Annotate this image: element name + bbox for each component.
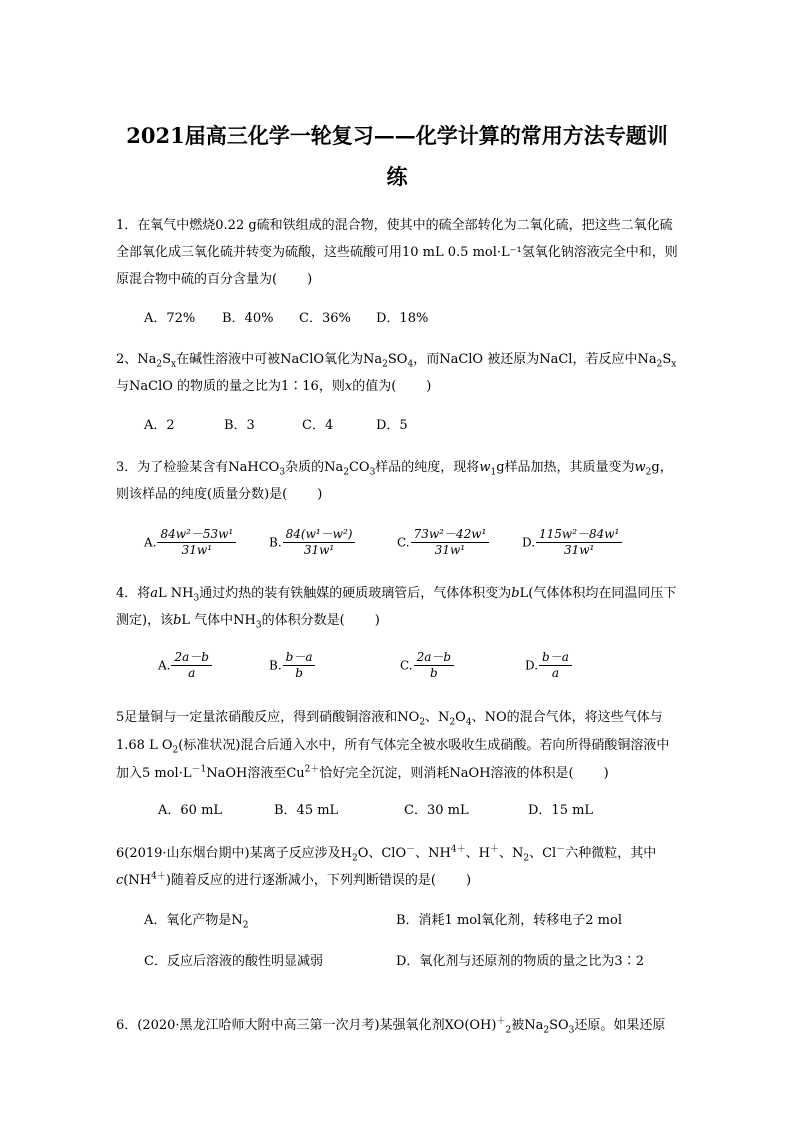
option-d: D．18% (376, 311, 429, 326)
option-a: A. $\frac{\text{84w²－53w¹}}{\text{31w¹}}$ (144, 527, 236, 558)
option-d: D．氧化剂与还原剂的物质的量之比为3∶2 (396, 954, 644, 969)
option-a: A．氧化产物是$N_2$ (144, 913, 249, 931)
question-4-options (144, 650, 684, 686)
question-5-options (144, 798, 684, 824)
option-a: A．72% (144, 311, 196, 326)
option-b: B．消耗1 mol氧化剂，转移电子2 mol (396, 913, 622, 928)
option-a: A．60 mL (158, 803, 223, 818)
option-d: D. $\frac{\text{115w²－84w¹}}{\text{31w¹}}$ (522, 527, 622, 558)
question-5: 5足量铜与一定量浓硝酸反应，得到硝酸铜溶液和$NO_2$、$N_2O_4$、NO的混合气体，将这些气体与1.68 L $O_2$(标准状况)混合后通入水中，所有气体完全被水吸收生成硝酸。若向所得硝酸铜溶液中加入5 $mol\cdot L^{-1}NaOH$溶液至$Cu^{2+}$恰好完全沉淀，则消耗NaOH溶液的体积是( ) (116, 710, 670, 781)
option-c: C. $\frac{\text{73w²－42w¹}}{\text{31w¹}}$ (397, 527, 489, 558)
option-c: C．36% (299, 311, 351, 326)
document-title: 2021届高三化学一轮复习——化学计算的常用方法专题训 (126, 123, 668, 148)
fraction: $\frac{2a-b}{b}$ (414, 650, 454, 681)
question-3-options (144, 527, 684, 563)
option-b: B．3 (224, 418, 255, 433)
fraction: $\frac{\text{84(w¹－w²)}}{\text{31w¹}}$ (283, 527, 356, 558)
fraction: $\frac{b-a}{a}$ (539, 650, 572, 681)
question-7: 6．(2020·黑龙江哈师大附中高三第一次月考)某强氧化剂$XO(OH)^+_2$被$Na_2SO_3$还原。如果还原 (116, 1016, 666, 1036)
option-d: D. $\frac{b-a}{a}$ (525, 650, 572, 681)
fraction: $\frac{\text{115w²－84w¹}}{\text{31w¹}}$ (536, 527, 622, 558)
question-1-options (144, 306, 684, 332)
fraction: $\frac{\text{84w²－53w¹}}{\text{31w¹}}$ (157, 527, 236, 558)
fraction: $\frac{2a-b}{a}$ (171, 650, 211, 681)
option-a: A. $\frac{2a-b}{a}$ (158, 650, 212, 681)
option-c: C. $\frac{2a-b}{b}$ (400, 650, 454, 681)
question-6-options-row1 (144, 908, 684, 934)
question-3: 3．为了检验某含有NaHCO$_3$杂质的$Na_2CO_3$样品的纯度，现将$w_1g$样品加热，其质量变为$w_2g$，则该样品的纯度(质量分数)是( ) (116, 460, 673, 502)
option-c: C．4 (302, 418, 334, 433)
document-title-continued: 练 (386, 164, 408, 189)
option-b: B．40% (222, 311, 274, 326)
option-c: C．反应后溶液的酸性明显减弱 (144, 954, 323, 969)
question-1: 1．在氧气中燃烧0.22 g硫和铁组成的混合物，使其中的硫全部转化为二氧化硫，把这些二氧化硫全部氧化成三氧化硫并转变为硫酸，这些硫酸可用10 mL 0.5 mol·L⁻¹氢氧化钠溶液完全中和，则原混合物中硫的百分含量为( ) (116, 218, 678, 287)
option-b: B. $\frac{b-a}{b}$ (269, 650, 315, 681)
fraction: $\frac{b-a}{b}$ (283, 650, 316, 681)
question-4: 4．将aL $NH_3$通过灼热的装有铁触媒的硬质玻璃管后，气体体积变为bL(气体体积均在同温同压下测定)，该bL 气体中$NH_3$的体积分数是( ) (116, 586, 677, 631)
option-d: D．15 mL (528, 803, 594, 818)
question-6-options-row2 (144, 949, 684, 975)
option-c: C．30 mL (404, 803, 469, 818)
question-2-options (144, 413, 684, 439)
fraction: $\frac{\text{73w²－42w¹}}{\text{31w¹}}$ (411, 527, 490, 558)
question-2: 2、$Na_2S_x$在碱性溶液中可被NaClO氧化为$Na_2SO_4$，而NaClO 被还原为NaCl，若反应中$Na_2S_x$与NaClO 的物质的量之比为1∶16，则x的值为( ) (116, 352, 677, 394)
option-b: B．45 mL (274, 803, 339, 818)
option-b: B. $\frac{\text{84(w¹－w²)}}{\text{31w¹}}$ (269, 527, 355, 558)
option-d: D．5 (376, 418, 408, 433)
option-a: A．2 (144, 418, 175, 433)
question-6: 6(2019·山东烟台期中)某离子反应涉及$H_2O$、ClO－、$NH^{4+}$、H＋、$N_2$、Cl－六种微粒，其中$c(NH^{4+})$随着反应的进行逐渐减小，下列判断错误的是( ) (116, 844, 657, 888)
